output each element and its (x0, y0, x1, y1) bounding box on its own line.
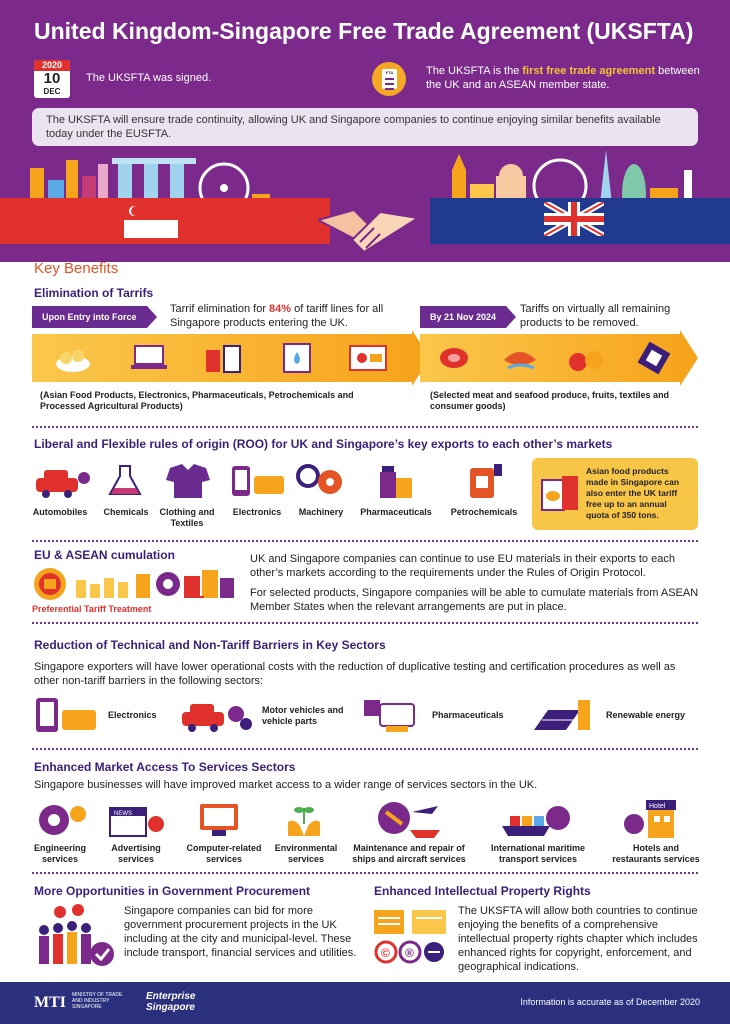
asian-food-quota-text: Asian food products made in Singapore can also enter the UK tariff free up to an annual quota of 350 tons. (586, 466, 680, 520)
textiles-icon (636, 340, 672, 376)
asian-food-quota-note (532, 458, 698, 530)
singapore-flag-icon (124, 202, 178, 238)
entry-force-caption: (Asian Food Products, Electronics, Pharmaceuticals, Petrochemicals and Processed Agricultural Products) (40, 390, 354, 411)
tariff-elimination-text (170, 302, 414, 330)
continuity-box: The UKSFTA will ensure trade continuity, allowing UK and Singapore companies to continue enjoying similar benefits available today under the EUSFTA. (32, 108, 698, 146)
calendar-icon (34, 60, 70, 98)
date-year: 2020 (34, 60, 70, 71)
preferential-arrow (190, 596, 204, 598)
clothing-icon (164, 462, 214, 500)
service-computer: Computer-related services (186, 843, 262, 864)
crowd-icon (34, 904, 116, 970)
seafood-icon (500, 340, 540, 374)
barrier-item-pharmaceuticals: Pharmaceuticals (432, 710, 504, 720)
nov-2024-tag: By 21 Nov 2024 (420, 306, 506, 328)
machinery-icon (294, 462, 346, 500)
services-text: Singapore businesses will have improved market access to a wider range of services sectors in the UK. (34, 779, 538, 791)
page-title: United Kingdom-Singapore Free Trade Agreement (UKSFTA) (34, 18, 694, 44)
accuracy-note: Information is accurate as of December 2020 (520, 997, 700, 1007)
service-hotels: Hotels and restaurants services (612, 843, 700, 864)
medicine-icon (204, 342, 242, 374)
procurement-heading: More Opportunities in Government Procurement (34, 884, 311, 898)
es-logo-line2: Singapore (146, 1002, 195, 1013)
chemicals-icon (106, 462, 146, 500)
fruits-icon (566, 342, 606, 374)
date-month: DEC (43, 87, 61, 96)
section-divider (32, 872, 698, 874)
cumulation-heading: EU & ASEAN cumulation (34, 548, 175, 562)
roo-item-petrochemicals: Petrochemicals (450, 507, 518, 517)
food-package-icon (540, 472, 582, 516)
first-fta-text (426, 64, 716, 92)
service-engineering: Engineering services (33, 843, 86, 864)
first-fta-suffix: between the UK and an ASEAN member state. (426, 65, 700, 91)
section-divider (32, 540, 698, 542)
pharmaceuticals-icon (376, 462, 416, 500)
barrier-item-renewable: Renewable energy (606, 710, 686, 720)
handshake-icon (318, 200, 418, 262)
es-logo-line1: Enterprise (146, 991, 196, 1002)
barrier-electronics-icon (34, 696, 100, 736)
engineering-gear-icon (36, 800, 88, 840)
uk-flag-icon (544, 202, 604, 236)
section-divider (32, 748, 698, 750)
section-divider (32, 426, 698, 428)
header-banner (0, 0, 730, 262)
solar-panel-icon (530, 696, 596, 736)
service-advertising: Advertising services (111, 843, 161, 864)
remaining-tariffs-text: Tariffs on virtually all remaining products to be removed. (520, 303, 671, 329)
footer (0, 982, 730, 1024)
signed-text: The UKSFTA was signed. (86, 72, 212, 84)
cumulation-text-asean: For selected products, Singapore companies will be able to cumulate materials from ASEAN Member States when the relevant arrangements are put in place. (250, 587, 699, 613)
tariff-text-suffix: of tariff lines for all Singapore products entering the UK. (170, 303, 384, 329)
barrier-item-motor-vehicles: Motor vehicles and vehicle parts (262, 705, 344, 726)
hotel-sign-label: Hotel (649, 803, 666, 810)
service-maritime: International maritime transport services (490, 843, 586, 864)
enterprise-singapore-logo (146, 991, 195, 1013)
agri-products-icon (348, 342, 388, 374)
meat-icon (436, 342, 472, 374)
environmental-hands-icon (284, 800, 324, 840)
electronics-icon (230, 462, 286, 500)
preferential-tariff-label: Preferential Tariff Treatment (32, 604, 152, 614)
ship-aircraft-icon (372, 800, 444, 840)
document-icon (382, 69, 397, 89)
service-maintenance: Maintenance and repair of ships and aircraft services (352, 843, 466, 864)
service-environmental: Environmental services (274, 843, 338, 864)
tariff-percent: 84% (269, 303, 292, 315)
procurement-text: Singapore companies can bid for more government procurement projects in the UK including at the city and municipal-level. These include transport, financial services and utilities. (124, 905, 357, 959)
section-divider (32, 622, 698, 624)
advertising-news-icon (108, 800, 166, 840)
laptop-icon (130, 342, 168, 374)
roo-item-machinery: Machinery (298, 507, 344, 517)
fta-document-icon (372, 62, 406, 96)
petrochemicals-icon (466, 462, 506, 500)
tariff-text-prefix: Tarrif elimination for (170, 303, 270, 315)
hotel-icon (620, 798, 678, 840)
first-fta-prefix: The UKSFTA is the (426, 65, 523, 77)
roo-item-pharmaceuticals: Pharmaceuticals (360, 507, 432, 517)
mti-logo-subtitle: MINISTRY OF TRADE AND INDUSTRY SINGAPORE (72, 992, 123, 1010)
nov-2024-arrow-tip (680, 330, 698, 386)
barriers-text: Singapore exporters will have lower operational costs with the reduction of duplicative testing and certification procedures as well as other non-tariff barriers in the following sectors: (34, 661, 676, 687)
key-benefits-heading: Key Benefits (34, 260, 119, 277)
roo-item-automobiles: Automobiles (32, 507, 88, 517)
fta-icon-label: FTA (385, 70, 394, 75)
barrier-item-electronics: Electronics (108, 710, 157, 720)
roo-item-electronics: Electronics (232, 507, 282, 517)
maritime-transport-icon (500, 800, 572, 840)
nov-2024-caption: (Selected meat and seafood produce, fruits, textiles and consumer goods) (430, 390, 670, 411)
news-label: NEWS (114, 811, 132, 817)
food-icon (54, 342, 92, 374)
first-fta-highlight: first free trade agreement (522, 65, 656, 77)
chemical-drum-icon (280, 340, 314, 376)
tariffs-heading: Elimination of Tarrifs (34, 286, 154, 300)
roo-item-clothing: Clothing and Textiles (159, 507, 215, 528)
ip-rights-icon (372, 904, 452, 968)
barrier-pharma-icon (362, 696, 422, 736)
cumulation-illustration (32, 566, 246, 606)
roo-item-chemicals: Chemicals (103, 507, 149, 517)
date-day: 10 (43, 70, 61, 87)
svg-text:®: ® (405, 946, 414, 960)
roo-heading: Liberal and Flexible rules of origin (ROO) for UK and Singapore’s key exports to each other’s markets (34, 437, 613, 451)
cumulation-text-eu: UK and Singapore companies can continue to use EU materials in their exports to each other’s markets according to the requirements under the Rules of Origin Protocol. (250, 553, 675, 579)
barriers-heading: Reduction of Technical and Non-Tariff Barriers in Key Sectors (34, 638, 386, 652)
car-icon (34, 464, 92, 500)
mti-logo: MTI (34, 994, 66, 1011)
computer-icon (198, 800, 240, 840)
ip-heading: Enhanced Intellectual Property Rights (374, 884, 591, 898)
barrier-vehicle-icon (180, 698, 256, 736)
svg-text:©: © (381, 946, 390, 960)
ip-text: The UKSFTA will allow both countries to continue enjoying the benefits of a comprehensive intellectual property rights chapter which includes enhanced rights for copyright, enforcement, and geographical indications. (458, 905, 698, 973)
entry-into-force-tag: Upon Entry into Force (32, 306, 147, 328)
services-heading: Enhanced Market Access To Services Sectors (34, 760, 296, 774)
